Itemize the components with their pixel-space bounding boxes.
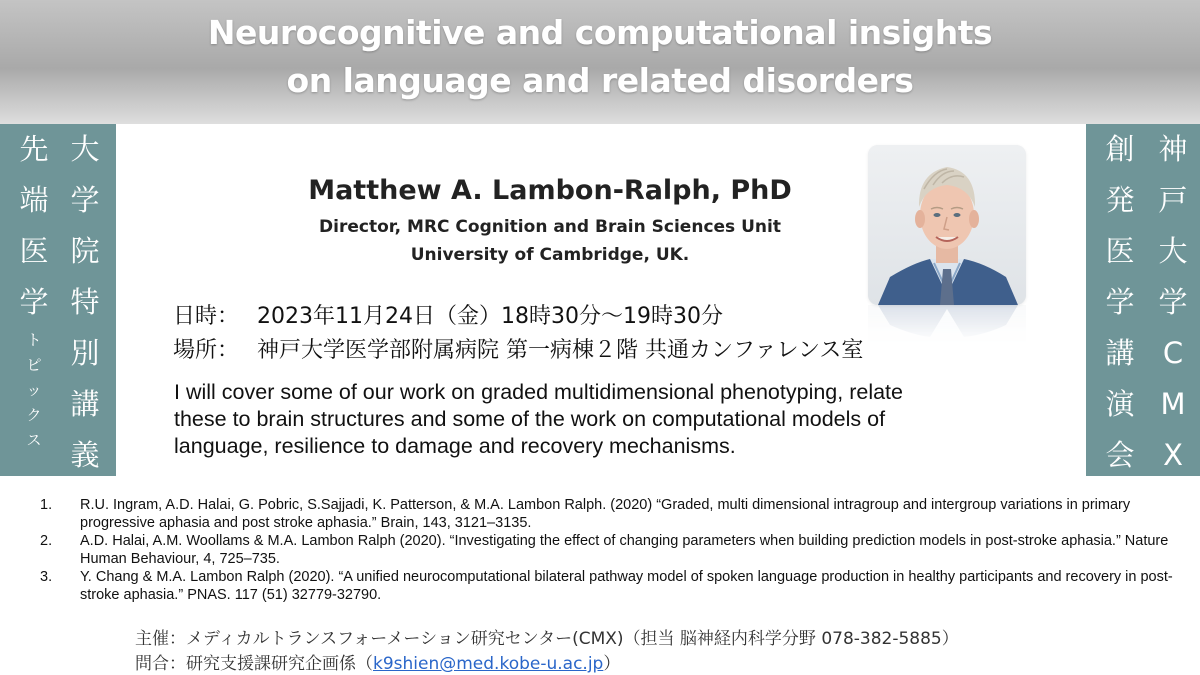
band-char: 先: [19, 132, 49, 166]
band-char-small: ト: [26, 331, 42, 349]
band-char-small: ス: [26, 431, 42, 449]
band-char: 医: [1105, 234, 1135, 268]
band-char: 特: [70, 285, 100, 319]
title-banner: [0, 0, 1200, 124]
reflection-image: [868, 305, 1026, 343]
band-char: C: [1162, 336, 1184, 370]
reference-item: [40, 568, 1180, 604]
band-char-small: ク: [26, 406, 42, 424]
left-band-outer-column: [9, 124, 59, 453]
band-char-small: ピ: [26, 356, 42, 374]
band-char: 大: [70, 132, 100, 166]
event-location: [173, 333, 863, 364]
location-label: 場所：: [173, 338, 240, 363]
abstract-line: I will cover some of our work on graded multidimensional phenotyping, relate: [174, 380, 903, 404]
speaker-photo-reflection: [868, 305, 1026, 343]
band-char: 会: [1105, 438, 1135, 472]
reference-number: 3.: [40, 569, 53, 585]
speaker-portrait-image: [868, 145, 1026, 305]
reference-text: R.U. Ingram, A.D. Halai, G. Pobric, S.Sajjadi, K. Patterson, & M.A. Lambon Ralph. (2020) “Graded, multi dimensional intragroup and intergroup variations in primary progressive aphasia and post stroke aphasia.” Brain, 143, 3121–3135.: [80, 497, 1131, 531]
abstract-line: language, resilience to damage and recovery mechanisms.: [174, 434, 736, 458]
left-vertical-band: [0, 124, 116, 476]
reference-text: Y. Chang & M.A. Lambon Ralph (2020). “A unified neurocomputational bilateral pathway model of spoken language production in healthy participants and recovery in post-stroke aphasia.” PNAS. 117 (51) 32779-32790.: [80, 569, 1173, 603]
right-band-inner-column: [1095, 124, 1145, 481]
contact-line: [135, 649, 620, 674]
band-char: 学: [1158, 285, 1188, 319]
title-line-1: Neurocognitive and computational insights: [207, 13, 993, 52]
band-char: 院: [70, 234, 100, 268]
band-char: 戸: [1158, 183, 1188, 217]
band-char: 学: [70, 183, 100, 217]
title-line-2: on language and related disorders: [286, 61, 914, 100]
right-band-outer-column: [1148, 124, 1198, 481]
band-char: 演: [1105, 387, 1135, 421]
band-char: 医: [19, 234, 49, 268]
reference-number: 2.: [40, 533, 53, 549]
band-char: M: [1160, 387, 1186, 421]
speaker-name: Matthew A. Lambon-Ralph, PhD: [308, 175, 792, 206]
organizer-line: 主催：メディカルトランスフォーメーション研究センター(CMX)（担当 脳神経内科学分野 078-382-5885）: [135, 629, 959, 649]
event-datetime: [173, 299, 723, 330]
speaker-affiliation-1: Director, MRC Cognition and Brain Sciences Unit: [319, 217, 781, 237]
reference-text: A.D. Halai, A.M. Woollams & M.A. Lambon Ralph (2020). “Investigating the effect of changing parameters when building prediction models in post-stroke aphasia.” Nature Human Behaviour, 4, 725–735.: [80, 533, 1169, 567]
speaker-photo: [868, 145, 1026, 305]
band-char: X: [1163, 438, 1183, 472]
location-value: 神戸大学医学部附属病院 第一病棟２階 共通カンファレンス室: [257, 338, 864, 363]
datetime-value: 2023年11月24日（金）18時30分～19時30分: [257, 304, 723, 329]
reference-item: [40, 496, 1180, 532]
contact-prefix: 問合：研究支援課研究企画係（: [135, 654, 373, 674]
datetime-label: 日時：: [173, 304, 240, 329]
band-char: 講: [1105, 336, 1135, 370]
band-char-small: ッ: [26, 381, 42, 399]
band-char: 大: [1158, 234, 1188, 268]
right-vertical-band: [1086, 124, 1200, 476]
band-char: 学: [19, 285, 49, 319]
band-char: 端: [19, 183, 49, 217]
band-char: 神: [1158, 132, 1188, 166]
reference-item: [40, 532, 1180, 568]
band-char: 義: [70, 438, 100, 472]
contact-suffix: ）: [603, 654, 621, 674]
band-char: 発: [1105, 183, 1135, 217]
abstract-line: these to brain structures and some of the work on computational models of: [174, 407, 886, 431]
abstract-text: [174, 379, 1074, 460]
contact-email-link[interactable]: k9shien@med.kobe-u.ac.jp: [373, 654, 604, 674]
band-char: 学: [1105, 285, 1135, 319]
reference-list: [40, 496, 1180, 604]
speaker-affiliation-2: University of Cambridge, UK.: [410, 245, 690, 265]
band-char: 講: [70, 387, 100, 421]
band-char: 創: [1105, 132, 1135, 166]
reference-number: 1.: [40, 497, 53, 513]
band-char: 別: [70, 336, 100, 370]
left-band-inner-column: [60, 124, 110, 481]
